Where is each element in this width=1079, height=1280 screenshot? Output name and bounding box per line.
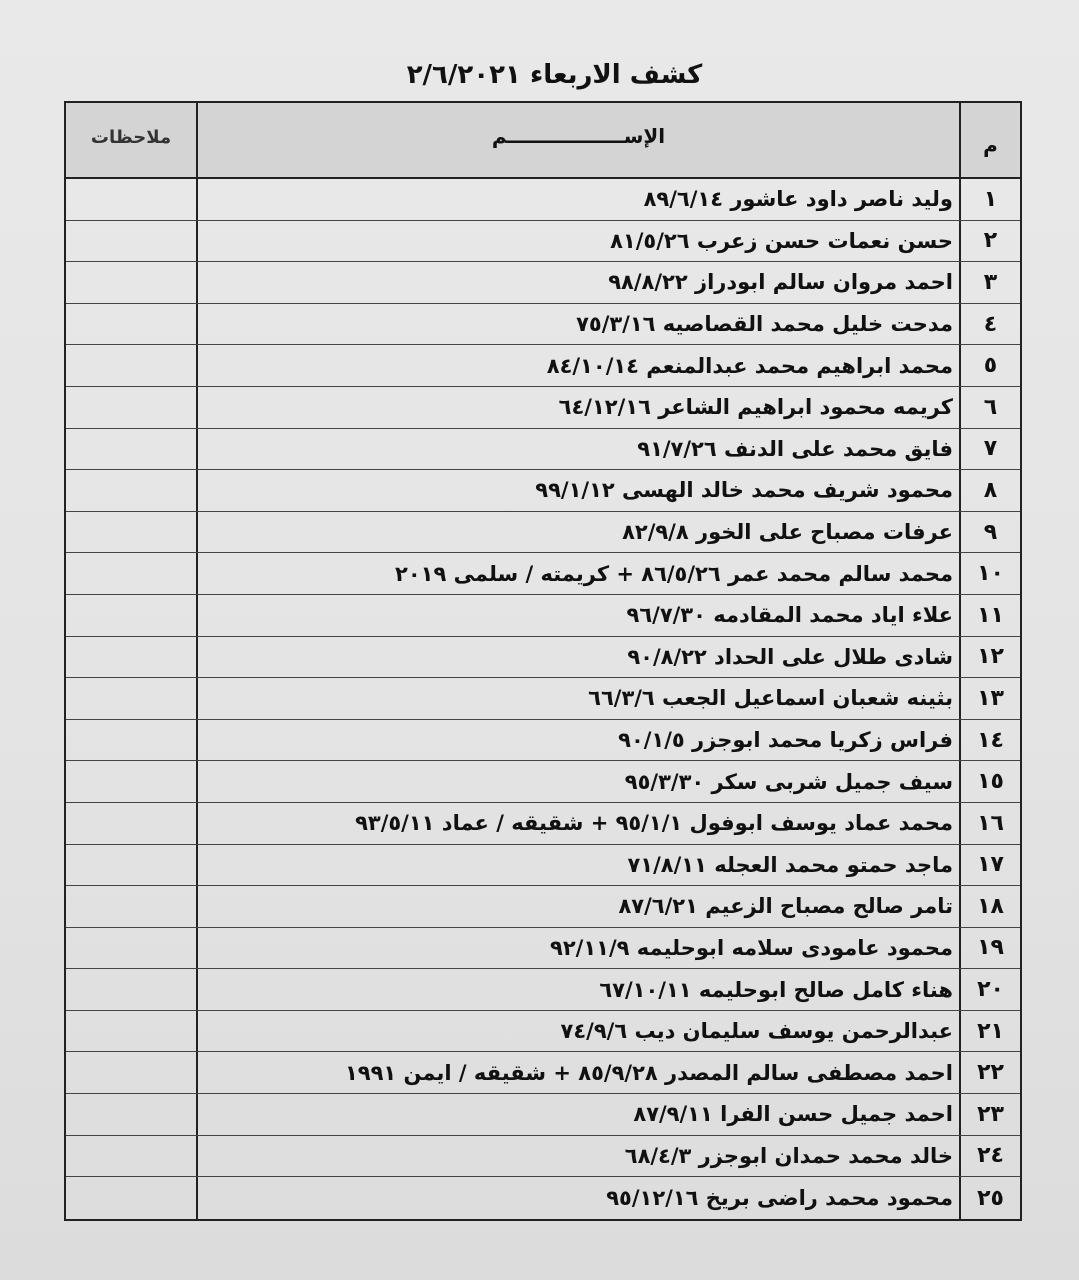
names-table: [64, 101, 1022, 1221]
table-row: [66, 1177, 1020, 1219]
table-row: [66, 1094, 1020, 1136]
row-name: هناء كامل صالح ابوحليمه ٦٧/١٠/١١: [196, 969, 959, 1010]
table-row: [66, 845, 1020, 887]
row-number: ١٧: [959, 845, 1020, 886]
row-number: ١٢: [959, 637, 1020, 678]
row-name: عرفات مصباح على الخور ٨٢/٩/٨: [196, 512, 959, 553]
row-name: خالد محمد حمدان ابوجزر ٦٨/٤/٣: [196, 1136, 959, 1177]
row-number: ٩: [959, 512, 1020, 553]
table-row: [66, 637, 1020, 679]
row-name: احمد جميل حسن الفرا ٨٧/٩/١١: [196, 1094, 959, 1135]
row-notes: [66, 886, 196, 927]
row-notes: [66, 1177, 196, 1219]
row-name: محمود شريف محمد خالد الهسى ٩٩/١/١٢: [196, 470, 959, 511]
row-number: ٢٤: [959, 1136, 1020, 1177]
row-name: ماجد حمتو محمد العجله ٧١/٨/١١: [196, 845, 959, 886]
row-name: حسن نعمات حسن زعرب ٨١/٥/٢٦: [196, 221, 959, 262]
row-notes: [66, 387, 196, 428]
table-row: [66, 720, 1020, 762]
table-row: [66, 928, 1020, 970]
row-number: ١٩: [959, 928, 1020, 969]
row-name: بثينه شعبان اسماعيل الجعب ٦٦/٣/٦: [196, 678, 959, 719]
table-row: [66, 678, 1020, 720]
row-name: تامر صالح مصباح الزعيم ٨٧/٦/٢١: [196, 886, 959, 927]
table-row: [66, 803, 1020, 845]
table-row: [66, 512, 1020, 554]
table-row: [66, 1011, 1020, 1053]
row-notes: [66, 345, 196, 386]
row-notes: [66, 262, 196, 303]
page-title: كشف الاربعاء ٢/٦/٢٠٢١: [406, 60, 703, 90]
row-number: ٦: [959, 387, 1020, 428]
row-name: مدحت خليل محمد القصاصيه ٧٥/٣/١٦: [196, 304, 959, 345]
row-notes: [66, 637, 196, 678]
row-name: فايق محمد على الدنف ٩١/٧/٢٦: [196, 429, 959, 470]
row-number: ٢٥: [959, 1177, 1020, 1219]
row-name: شادى طلال على الحداد ٩٠/٨/٢٢: [196, 637, 959, 678]
row-notes: [66, 969, 196, 1010]
row-number: ٢٣: [959, 1094, 1020, 1135]
row-notes: [66, 553, 196, 594]
table-row: [66, 387, 1020, 429]
row-notes: [66, 221, 196, 262]
row-name: سيف جميل شربى سكر ٩٥/٣/٣٠: [196, 761, 959, 802]
row-name: احمد مروان سالم ابودراز ٩٨/٨/٢٢: [196, 262, 959, 303]
row-name: احمد مصطفى سالم المصدر ٨٥/٩/٢٨ + شقيقه / ايمن ١٩٩١: [196, 1052, 959, 1093]
table-header: [66, 103, 1020, 179]
row-name: محمود عامودى سلامه ابوحليمه ٩٢/١١/٩: [196, 928, 959, 969]
row-number: ١: [959, 179, 1020, 220]
table-row: [66, 262, 1020, 304]
row-number: ٢٢: [959, 1052, 1020, 1093]
row-notes: [66, 678, 196, 719]
row-number: ١٠: [959, 553, 1020, 594]
row-number: ٢: [959, 221, 1020, 262]
row-name: علاء اياد محمد المقادمه ٩٦/٧/٣٠: [196, 595, 959, 636]
table-row: [66, 304, 1020, 346]
table-row: [66, 1052, 1020, 1094]
row-notes: [66, 512, 196, 553]
table-row: [66, 470, 1020, 512]
row-notes: [66, 928, 196, 969]
row-notes: [66, 470, 196, 511]
table-row: [66, 761, 1020, 803]
row-notes: [66, 1094, 196, 1135]
header-name: الإســـــــــــــــــم: [196, 103, 959, 177]
row-notes: [66, 1136, 196, 1177]
row-name: عبدالرحمن يوسف سليمان ديب ٧٤/٩/٦: [196, 1011, 959, 1052]
row-notes: [66, 720, 196, 761]
row-number: ٧: [959, 429, 1020, 470]
row-number: ١٥: [959, 761, 1020, 802]
row-notes: [66, 761, 196, 802]
table-row: [66, 221, 1020, 263]
header-notes: ملاحظات: [90, 127, 172, 148]
row-notes: [66, 1052, 196, 1093]
row-notes: [66, 803, 196, 844]
table-row: [66, 553, 1020, 595]
row-name: وليد ناصر داود عاشور ٨٩/٦/١٤: [196, 179, 959, 220]
row-notes: [66, 845, 196, 886]
row-number: ١٣: [959, 678, 1020, 719]
row-number: ١٨: [959, 886, 1020, 927]
row-name: محمد عماد يوسف ابوفول ٩٥/١/١ + شقيقه / عماد ٩٣/٥/١١: [196, 803, 959, 844]
row-notes: [66, 1011, 196, 1052]
table-row: [66, 345, 1020, 387]
row-number: ٤: [959, 304, 1020, 345]
row-name: محمد ابراهيم محمد عبدالمنعم ٨٤/١٠/١٤: [196, 345, 959, 386]
table-row: [66, 886, 1020, 928]
row-notes: [66, 429, 196, 470]
table-body: [66, 179, 1020, 1219]
row-number: ٢٠: [959, 969, 1020, 1010]
row-number: ٣: [959, 262, 1020, 303]
header-number: م: [959, 103, 1020, 177]
row-number: ٥: [959, 345, 1020, 386]
row-number: ٢١: [959, 1011, 1020, 1052]
table-row: [66, 429, 1020, 471]
table-row: [66, 179, 1020, 221]
row-notes: [66, 179, 196, 220]
table-row: [66, 1136, 1020, 1178]
table-row: [66, 595, 1020, 637]
row-name: كريمه محمود ابراهيم الشاعر ٦٤/١٢/١٦: [196, 387, 959, 428]
row-number: ١١: [959, 595, 1020, 636]
row-notes: [66, 304, 196, 345]
row-number: ١٦: [959, 803, 1020, 844]
row-notes: [66, 595, 196, 636]
row-number: ١٤: [959, 720, 1020, 761]
table-row: [66, 969, 1020, 1011]
row-name: محمود محمد راضى بريخ ٩٥/١٢/١٦: [196, 1177, 959, 1219]
row-name: فراس زكريا محمد ابوجزر ٩٠/١/٥: [196, 720, 959, 761]
row-number: ٨: [959, 470, 1020, 511]
row-name: محمد سالم محمد عمر ٨٦/٥/٢٦ + كريمته / سلمى ٢٠١٩: [196, 553, 959, 594]
